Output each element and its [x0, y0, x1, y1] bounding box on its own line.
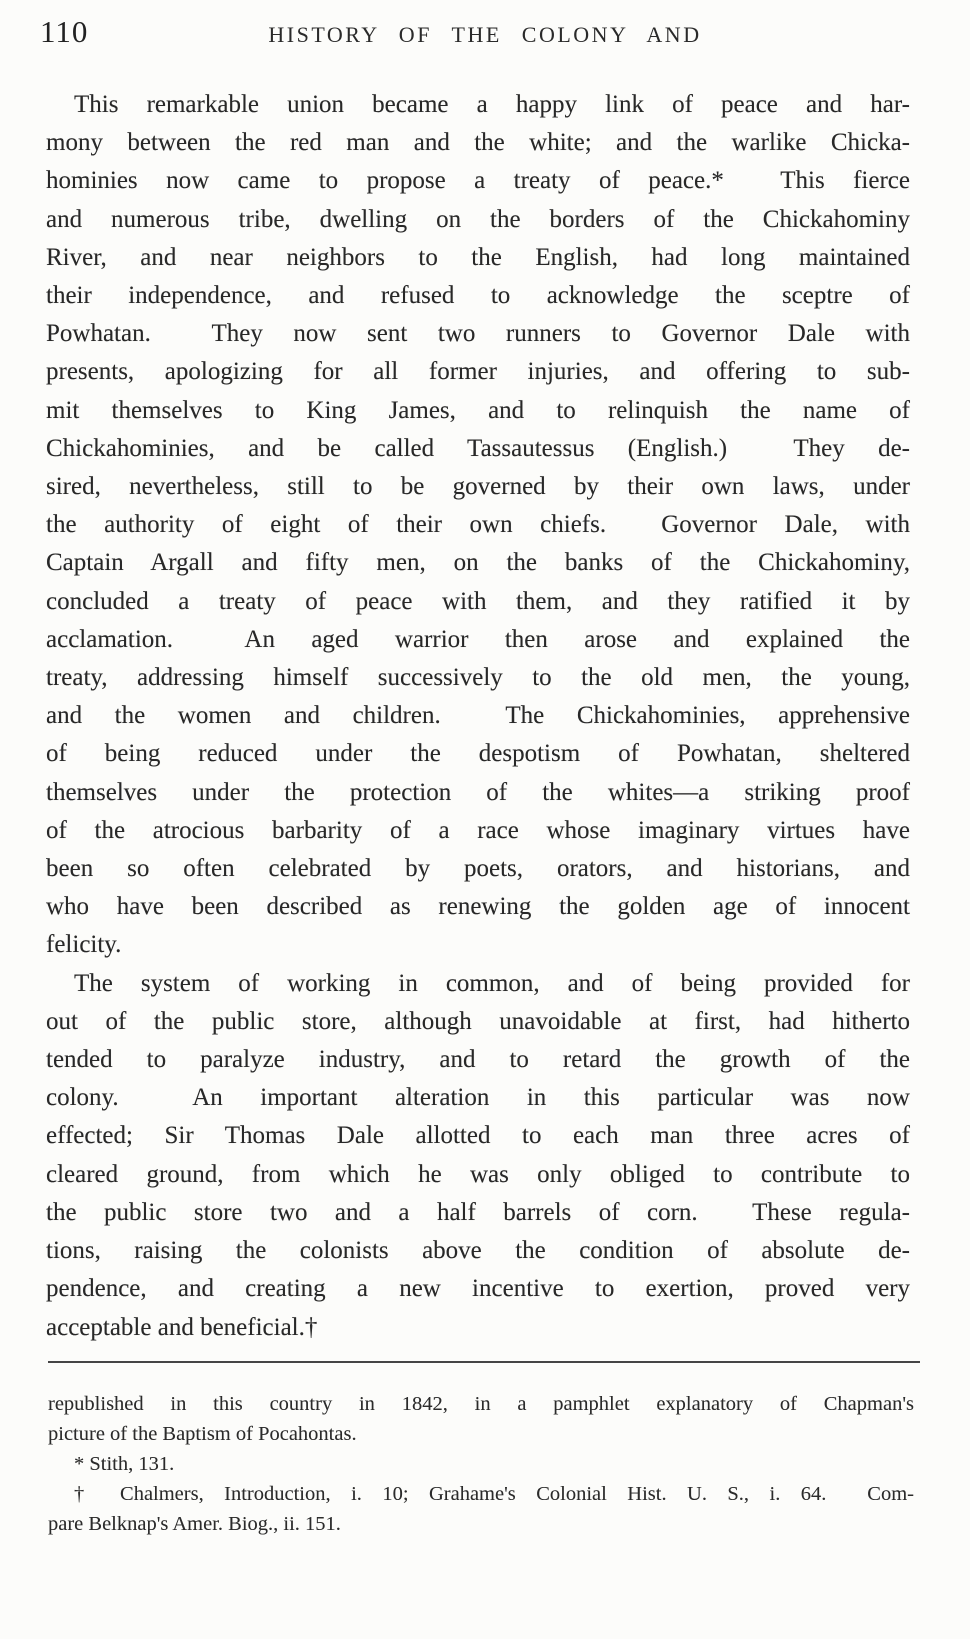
text-line: This remarkable union became a happy link of peace and har-	[74, 91, 910, 118]
text-line: felicity.	[46, 931, 122, 959]
text-line: picture of the Baptism of Pocahontas.	[48, 1422, 357, 1445]
footnote-stith	[48, 1449, 914, 1479]
text-line: out of the public store, although unavoidable at first, had hitherto	[46, 1007, 910, 1035]
text-line: Chickahominies, and be called Tassautessus (English.) They de-	[46, 434, 910, 462]
text-line: cleared ground, from which he was only obliged to contribute to	[46, 1160, 910, 1188]
text-line: who have been described as renewing the golden age of innocent	[46, 893, 910, 921]
text-line: of being reduced under the despotism of Powhatan, sheltered	[46, 740, 910, 768]
text-line: * Stith, 131.	[74, 1452, 175, 1475]
footnote-continuation	[48, 1389, 914, 1449]
text-line: acceptable and beneficial.†	[46, 1313, 318, 1341]
text-line: † Chalmers, Introduction, i. 10; Grahame's Colonial Hist. U. S., i. 64. Com-	[74, 1482, 914, 1505]
text-line: concluded a treaty of peace with them, and they ratified it by	[46, 587, 910, 615]
text-line: republished in this country in 1842, in a pamphlet explanatory of Chapman's	[48, 1392, 914, 1415]
text-line: acclamation. An aged warrior then arose and explained the	[46, 625, 910, 653]
text-line: themselves under the protection of the whites—a striking proof	[46, 778, 910, 806]
text-line: River, and near neighbors to the English, had long maintained	[46, 243, 910, 271]
page-header	[0, 0, 970, 70]
text-line: tended to paralyze industry, and to retard the growth of the	[46, 1046, 910, 1074]
text-line: of the atrocious barbarity of a race whose imaginary virtues have	[46, 816, 910, 844]
body-text	[0, 70, 970, 1347]
text-line: sired, nevertheless, still to be governed by their own laws, under	[46, 473, 910, 501]
text-line: and numerous tribe, dwelling on the borders of the Chickahominy	[46, 205, 910, 233]
text-line: treaty, addressing himself successively to the old men, the young,	[46, 664, 910, 692]
text-line: mit themselves to King James, and to relinquish the name of	[46, 396, 910, 424]
text-line: colony. An important alteration in this particular was now	[46, 1084, 910, 1112]
paragraph-1	[46, 86, 910, 965]
text-line: Captain Argall and fifty men, on the banks of the Chickahominy,	[46, 549, 910, 577]
text-line: their independence, and refused to acknowledge the sceptre of	[46, 282, 910, 310]
text-line: the public store two and a half barrels of corn. These regula-	[46, 1198, 910, 1226]
text-line: mony between the red man and the white; and the warlike Chicka-	[46, 129, 910, 157]
text-line: pare Belknap's Amer. Biog., ii. 151.	[48, 1512, 341, 1535]
text-line: hominies now came to propose a treaty of peace.* This fierce	[46, 167, 910, 195]
footnotes	[0, 1363, 970, 1539]
text-line: and the women and children. The Chickahominies, apprehensive	[46, 702, 910, 730]
paragraph-2	[46, 965, 910, 1347]
text-line: been so often celebrated by poets, orators, and historians, and	[46, 855, 910, 883]
running-head: HISTORY OF THE COLONY AND	[268, 22, 702, 47]
text-line: tions, raising the colonists above the condition of absolute de-	[46, 1237, 910, 1265]
page-number: 110	[40, 14, 89, 49]
footnote-chalmers	[48, 1479, 914, 1539]
text-line: The system of working in common, and of being provided for	[74, 969, 910, 997]
text-line: pendence, and creating a new incentive to exertion, proved very	[46, 1275, 910, 1303]
text-line: presents, apologizing for all former injuries, and offering to sub-	[46, 358, 910, 386]
text-line: Powhatan. They now sent two runners to Governor Dale with	[46, 320, 910, 348]
text-line: the authority of eight of their own chiefs. Governor Dale, with	[46, 511, 910, 539]
text-line: effected; Sir Thomas Dale allotted to each man three acres of	[46, 1122, 910, 1150]
